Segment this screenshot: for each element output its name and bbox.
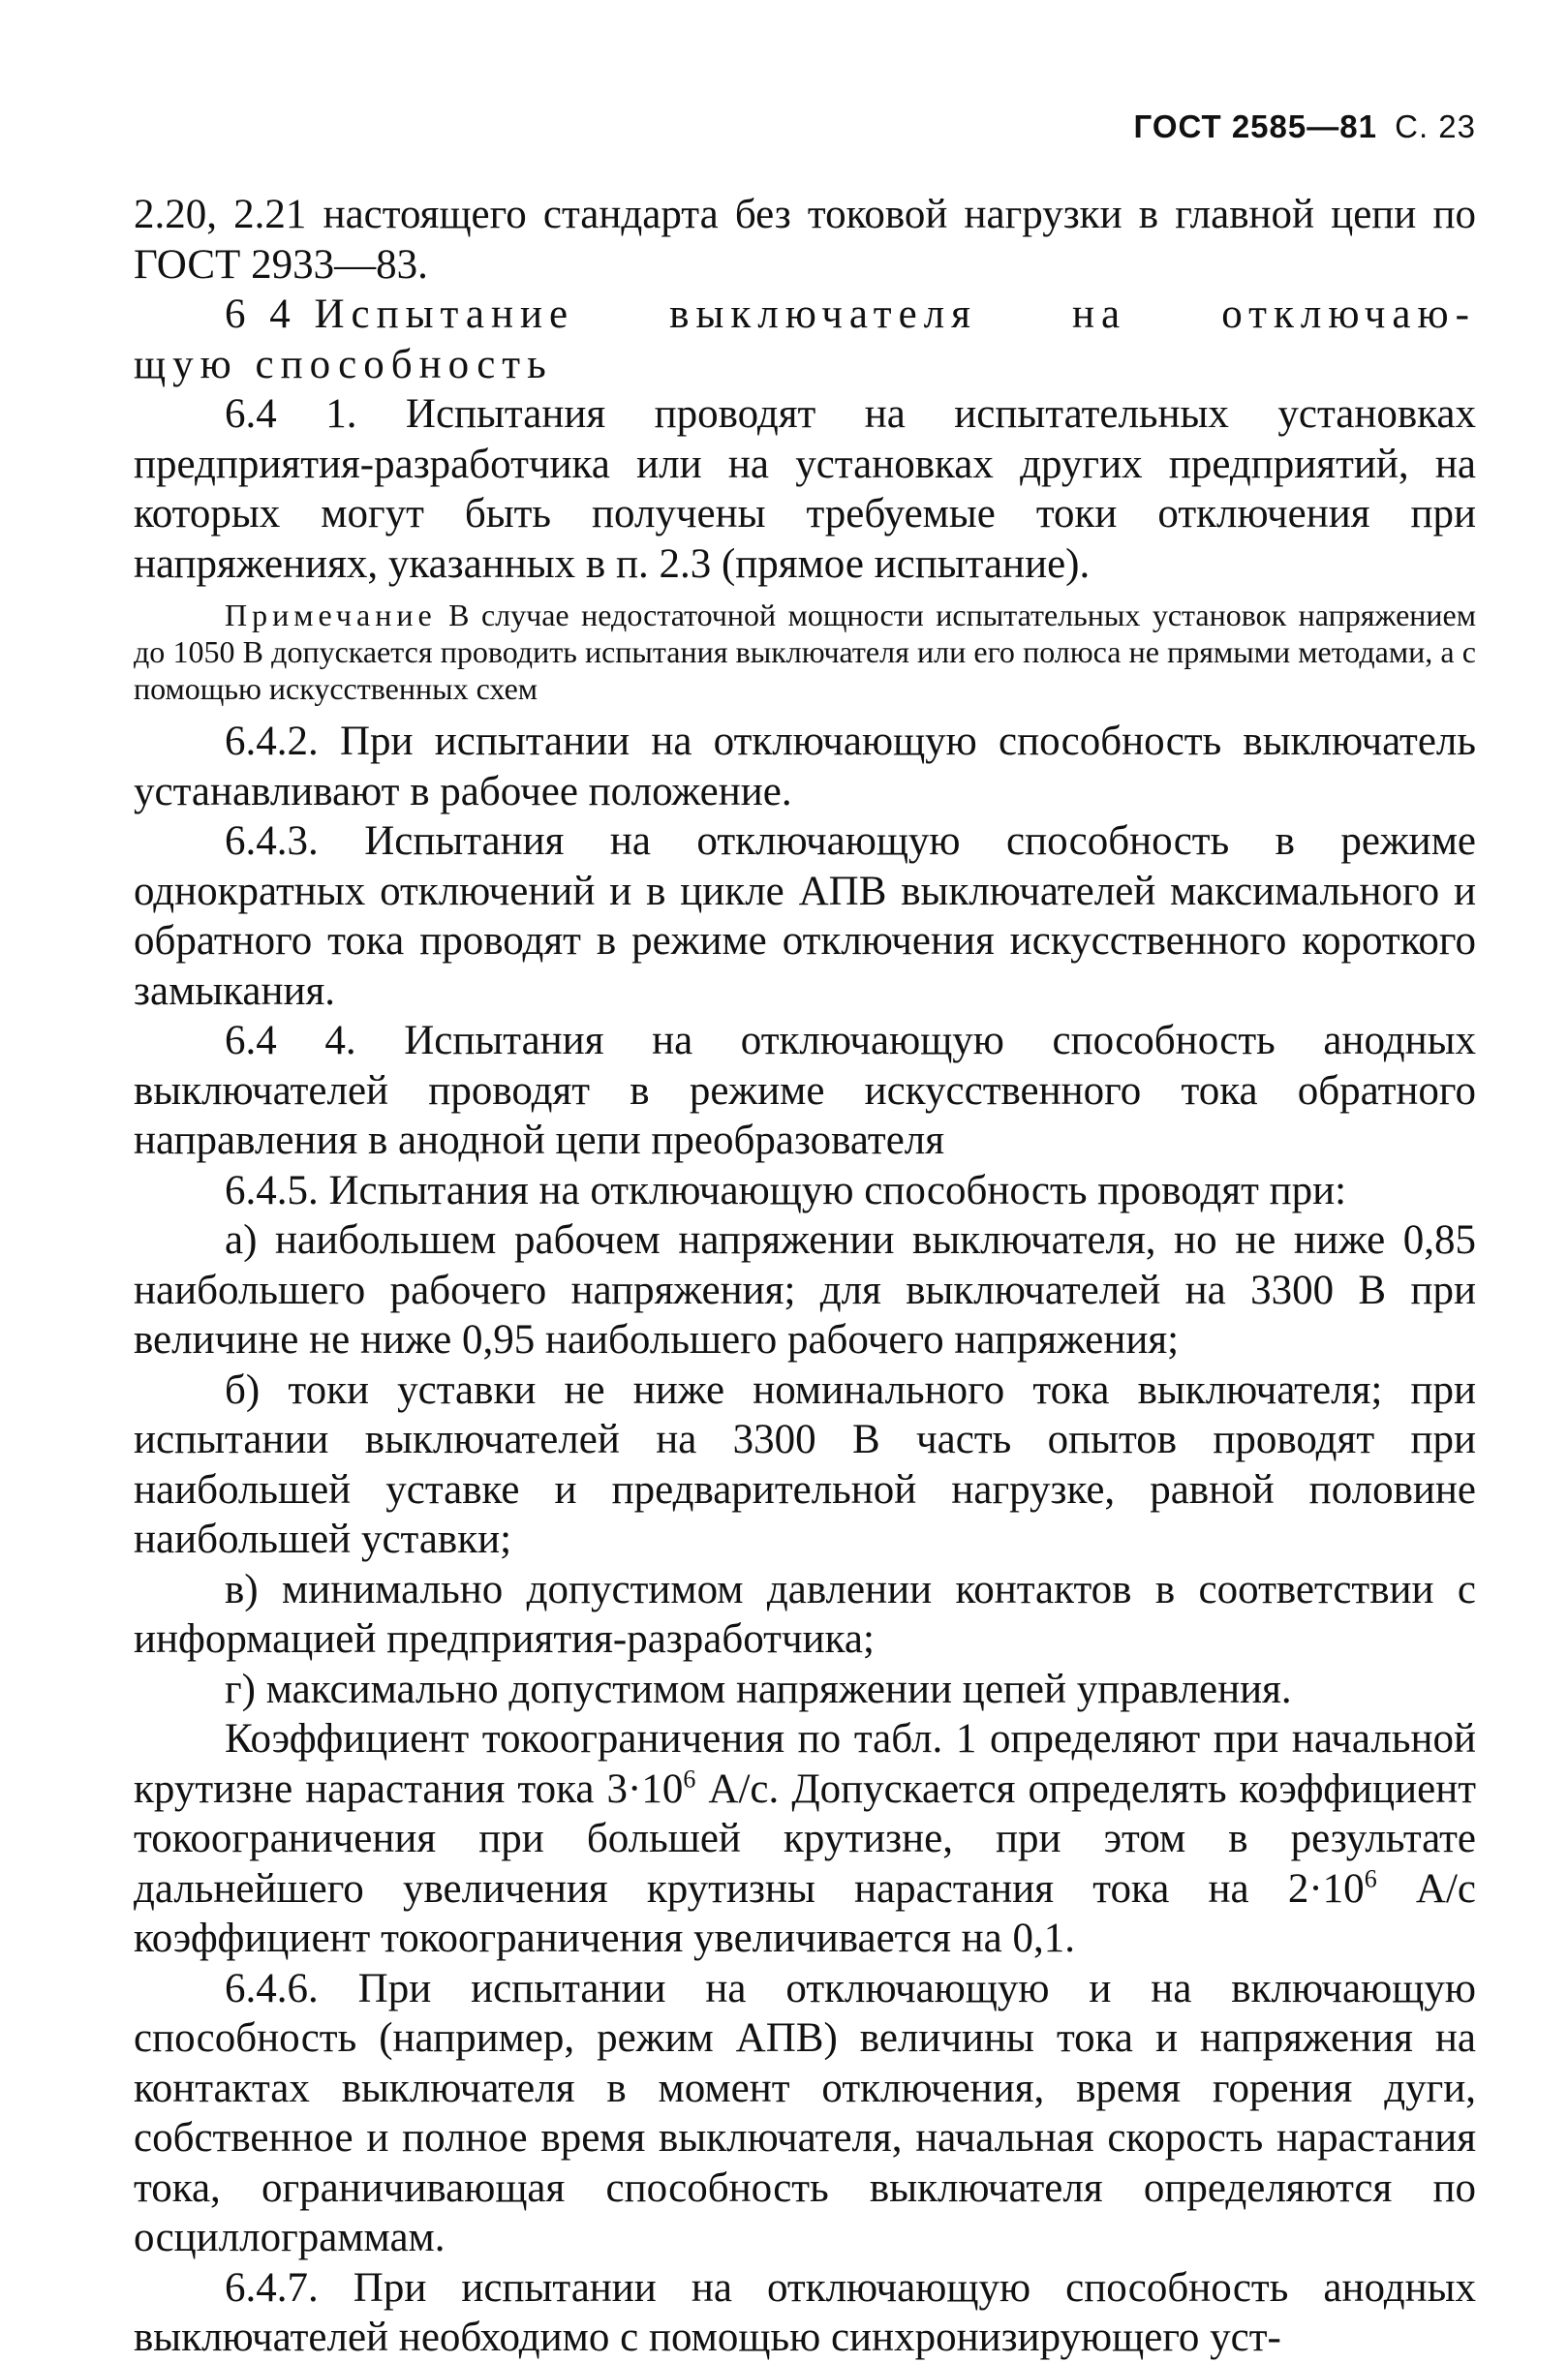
section-heading-word: на xyxy=(1072,292,1127,337)
paragraph-coefficient: Коэффициент токоограничения по табл. 1 определяют при начальной крутизне нарастания тока $3\cdot 10^6$ А/с. Допускается определять коэффициент токоограничения при большей крутизне, при этом в результате дальнейшего увеличения крутизны нарастания тока на $2\cdot 10^6$ А/с коэффициент токоограничения увеличивается на 0,1. xyxy=(134,1716,1476,1961)
exponent: 6 xyxy=(683,1765,696,1794)
paragraph-6-4-1: 6.4 1. Испытания проводят на испытательных установках предприятия-разработчика или на установках других предприятий, на которых могут быть получены требуемые токи отключения при напряжениях, указанных в п. 2.3 (прямое испытание). xyxy=(134,391,1476,587)
list-item-b: б) токи уставки не ниже номинального тока выключателя; при испытании выключателей на 3300 В часть опытов проводят при наибольшей уставке и предварительной нагрузке, равной половине наибольшей уставки; xyxy=(134,1366,1476,1562)
exponent: 6 xyxy=(1364,1864,1377,1893)
paragraph-6-4-2: 6.4.2. При испытании на отключающую способность выключатель устанавливают в рабочее положение. xyxy=(134,719,1476,814)
note-text: В случае недостаточной мощности испытательных установок напряжением до 1050 В допускается проводить испытания выключателя или его полюса не прямыми методами, а с помощью искусственных схем xyxy=(134,598,1476,706)
page-number: С. 23 xyxy=(1395,108,1476,144)
list-item-v: в) минимально допустимом давлении контактов в соответствии с информацией предприятия-разработчика; xyxy=(134,1566,1476,1662)
paragraph-6-4-4: 6.4 4. Испытания на отключающую способность анодных выключателей проводят в режиме искусственного тока обратного направления в анодной цепи преобразователя xyxy=(134,1018,1476,1163)
section-heading-word: отключаю- xyxy=(1221,292,1476,337)
section-heading-word: выключателя xyxy=(669,292,977,337)
section-heading-continuation: щую способность xyxy=(134,341,553,387)
paragraph-6-4-7: 6.4.7. При испытании на отключающую способность анодных выключателей необходимо с помощью синхронизирующего уст- xyxy=(134,2264,1476,2360)
paragraph-6-4-6: 6.4.6. При испытании на отключающую и на включающую способность (например, режим АПВ) величины тока и напряжения на контактах выключателя в момент отключения, время горения дуги, собственное и полное время выключателя, начальная скорость нарастания тока, ограничивающая способность выключателя определяются по осциллограммам. xyxy=(134,1965,1476,2260)
section-heading xyxy=(134,290,1476,340)
list-item-g: г) максимально допустимом напряжении цепей управления. xyxy=(225,1666,1292,1712)
section-heading-number: 6 4 Испытание xyxy=(225,292,575,337)
running-head xyxy=(1134,108,1476,145)
paragraph-6-4-5: 6.4.5. Испытания на отключающую способность проводят при: xyxy=(225,1167,1347,1213)
paragraph-6-4-3: 6.4.3. Испытания на отключающую способность в режиме однократных отключений и в цикле АПВ выключателей максимального и обратного тока проводят в режиме отключения искусственного короткого замыкания. xyxy=(134,818,1476,1014)
note xyxy=(134,597,1476,707)
page-content xyxy=(134,190,1476,2363)
standard-number: ГОСТ 2585—81 xyxy=(1133,108,1377,144)
list-item-a: а) наибольшем рабочем напряжении выключателя, но не ниже 0,85 наибольшего рабочего напряжения; для выключателей на 3300 В при величине не ниже 0,95 наибольшего рабочего напряжения; xyxy=(134,1217,1476,1363)
paragraph-continuation: 2.20, 2.21 настоящего стандарта без токовой нагрузки в главной цепи по ГОСТ 2933—83. xyxy=(134,192,1476,288)
note-label: Примечание xyxy=(225,598,437,632)
